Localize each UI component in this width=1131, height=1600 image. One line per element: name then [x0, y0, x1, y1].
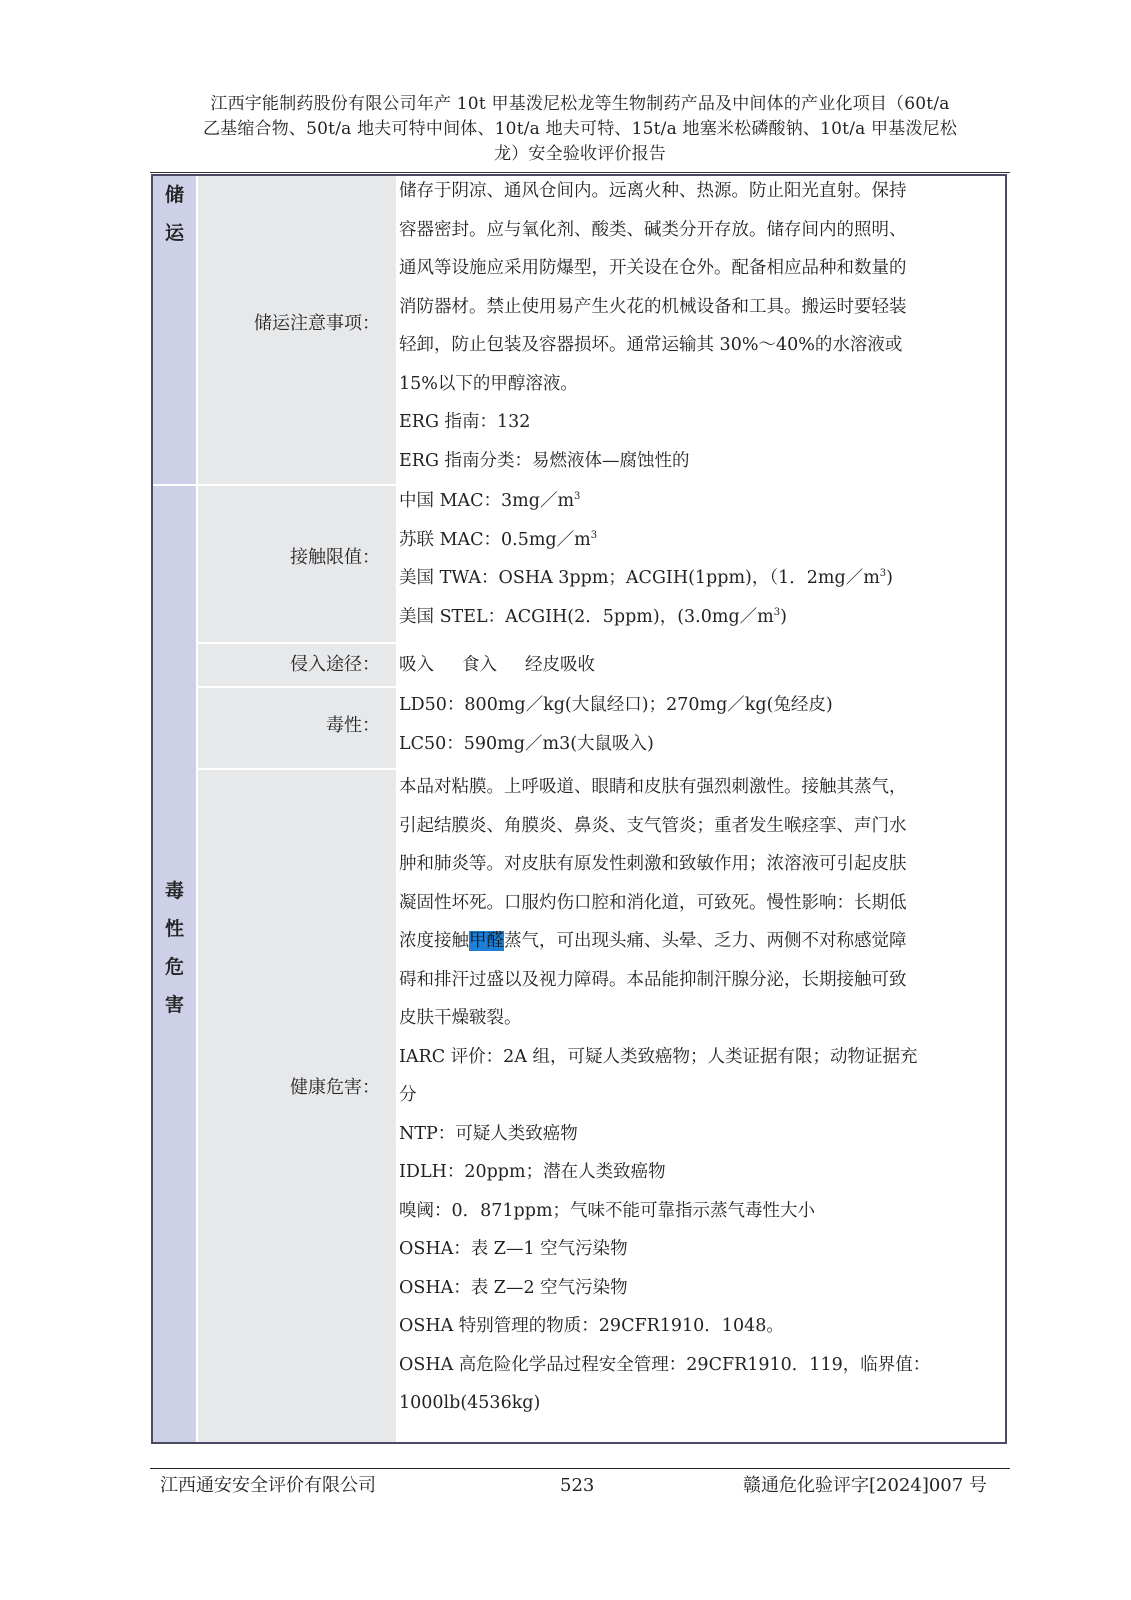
- storage-label: 储运注意事项：: [254, 313, 380, 334]
- route-items: [399, 646, 984, 685]
- odor-threshold: 嗅阈：0．871ppm；气味不能可靠指示蒸气毒性大小: [399, 1200, 816, 1221]
- header-line-3: 龙）安全验收评价报告: [494, 144, 666, 164]
- toxicity-category-char-1: 毒: [164, 880, 184, 902]
- health-text-line: 碍和排汗过盛以及视力障碍。本品能抑制汗腺分泌，长期接触可致: [399, 969, 907, 990]
- toxicity-category-char-2: 性: [164, 918, 184, 940]
- highlighted-term[interactable]: 甲醛: [469, 931, 504, 951]
- osha-z1: OSHA：表 Z—1 空气污染物: [399, 1239, 628, 1259]
- health-label-cell: [198, 770, 396, 1442]
- iarc-rating-cont: 分: [399, 1085, 417, 1105]
- footer-company: 江西通安安全评价有限公司: [160, 1475, 376, 1496]
- exposure-china-mac: 中国 MAC：$3mg/m^3$: [399, 491, 581, 511]
- ntp-rating: NTP：可疑人类致癌物: [399, 1123, 578, 1144]
- report-header: [150, 92, 1010, 167]
- route-content: [399, 646, 984, 685]
- osha-threshold: 1000lb(4536kg): [399, 1393, 541, 1413]
- storage-text-line: 轻卸，防止包装及容器损坏。通常运输其 30%～40%的水溶液或: [399, 335, 903, 355]
- header-line-2: 乙基缩合物、50t/a 地夫可特中间体、10t/a 地夫可特、15t/a 地塞米松磷酸钠、10t/a 甲基泼尼松: [202, 119, 958, 139]
- health-content: [399, 768, 984, 1423]
- exposure-us-twa: 美国 TWA：OSHA 3ppm；ACGIH(1ppm)，（1．$2mg/m^3$): [399, 568, 893, 588]
- storage-text-line: 通风等设施应采用防爆型，开关设在仓外。配备相应品种和数量的: [399, 258, 907, 278]
- exposure-us-stel: 美国 STEL：ACGIH(2．5ppm)，$(3.0mg/m^3)$: [399, 606, 787, 627]
- storage-text-line: 储存于阴凉、通风仓间内。远离火种、热源。防止阳光直射。保持: [399, 181, 907, 201]
- erg-guide: ERG 指南：132: [399, 412, 531, 432]
- footer-divider: [150, 1468, 1010, 1469]
- health-text-line: 浓度接触甲醛蒸气，可出现头痛、头晕、乏力、两侧不对称感觉障: [399, 931, 907, 951]
- document-number: 赣通危化验评字[2024]007 号: [743, 1475, 987, 1496]
- storage-label-cell: [198, 176, 396, 484]
- exposure-label: 接触限值：: [290, 547, 380, 568]
- route-dermal: 经皮吸收: [525, 655, 595, 675]
- health-text-line: 肿和肺炎等。对皮肤有原发性刺激和致敏作用；浓溶液可引起皮肤: [399, 854, 907, 874]
- toxicity-category-char-3: 危: [164, 956, 184, 978]
- storage-category-char-1: 储: [164, 184, 184, 206]
- exposure-label-cell: [198, 486, 396, 642]
- route-label-cell: [198, 644, 396, 686]
- osha-psm: OSHA 高危险化学品过程安全管理：29CFR1910．119，临界值：: [399, 1354, 931, 1375]
- osha-z2: OSHA：表 Z—2 空气污染物: [399, 1277, 628, 1298]
- osha-special: OSHA 特别管理的物质：29CFR1910．1048。: [399, 1316, 784, 1336]
- erg-guide-class: ERG 指南分类：易燃液体—腐蚀性的: [399, 450, 690, 471]
- health-text-line: 引起结膜炎、角膜炎、鼻炎、支气管炎；重者发生喉痉挛、声门水: [399, 815, 907, 836]
- storage-category-char-2: 运: [164, 222, 184, 244]
- health-label: 健康危害：: [290, 1077, 380, 1098]
- health-text-line: 皮肤干燥皲裂。: [399, 1008, 522, 1028]
- health-text-line: 本品对粘膜。上呼吸道、眼睛和皮肤有强烈刺激性。接触其蒸气，: [399, 777, 907, 797]
- tox-content: [399, 686, 984, 763]
- page-number: 523: [560, 1475, 595, 1496]
- toxicity-category-cell: [153, 486, 196, 1442]
- storage-content: [399, 172, 984, 480]
- health-text-line: 凝固性坏死。口服灼伤口腔和消化道，可致死。慢性影响：长期低: [399, 892, 907, 913]
- route-label: 侵入途径：: [290, 654, 380, 675]
- tox-label-cell: [198, 688, 396, 768]
- tox-ld50: LD50：800mg／kg(大鼠经口)；270mg／kg(兔经皮): [399, 695, 833, 715]
- safety-data-table: [151, 174, 1007, 1444]
- iarc-rating: IARC 评价：2A 组，可疑人类致癌物；人类证据有限；动物证据充: [399, 1046, 918, 1067]
- storage-text-line: 15%以下的甲醇溶液。: [399, 373, 578, 394]
- route-ingestion: 食入: [462, 655, 497, 675]
- idlh-value: IDLH：20ppm；潜在人类致癌物: [399, 1162, 666, 1182]
- header-line-1: 江西宇能制药股份有限公司年产 10t 甲基泼尼松龙等生物制药产品及中间体的产业化项目（60t/a: [210, 94, 950, 114]
- storage-text-line: 消防器材。禁止使用易产生火花的机械设备和工具。搬运时要轻装: [399, 296, 907, 317]
- tox-label: 毒性：: [326, 715, 380, 736]
- storage-text-line: 容器密封。应与氧化剂、酸类、碱类分开存放。储存间内的照明、: [399, 219, 907, 240]
- tox-lc50: LC50：590mg／m3(大鼠吸入): [399, 733, 654, 754]
- exposure-content: [399, 482, 984, 636]
- route-inhalation: 吸入: [399, 655, 434, 675]
- exposure-ussr-mac: 苏联 MAC：$0.5mg/m^3$: [399, 529, 598, 550]
- storage-category-cell: [153, 176, 196, 484]
- toxicity-category-char-4: 害: [164, 994, 184, 1016]
